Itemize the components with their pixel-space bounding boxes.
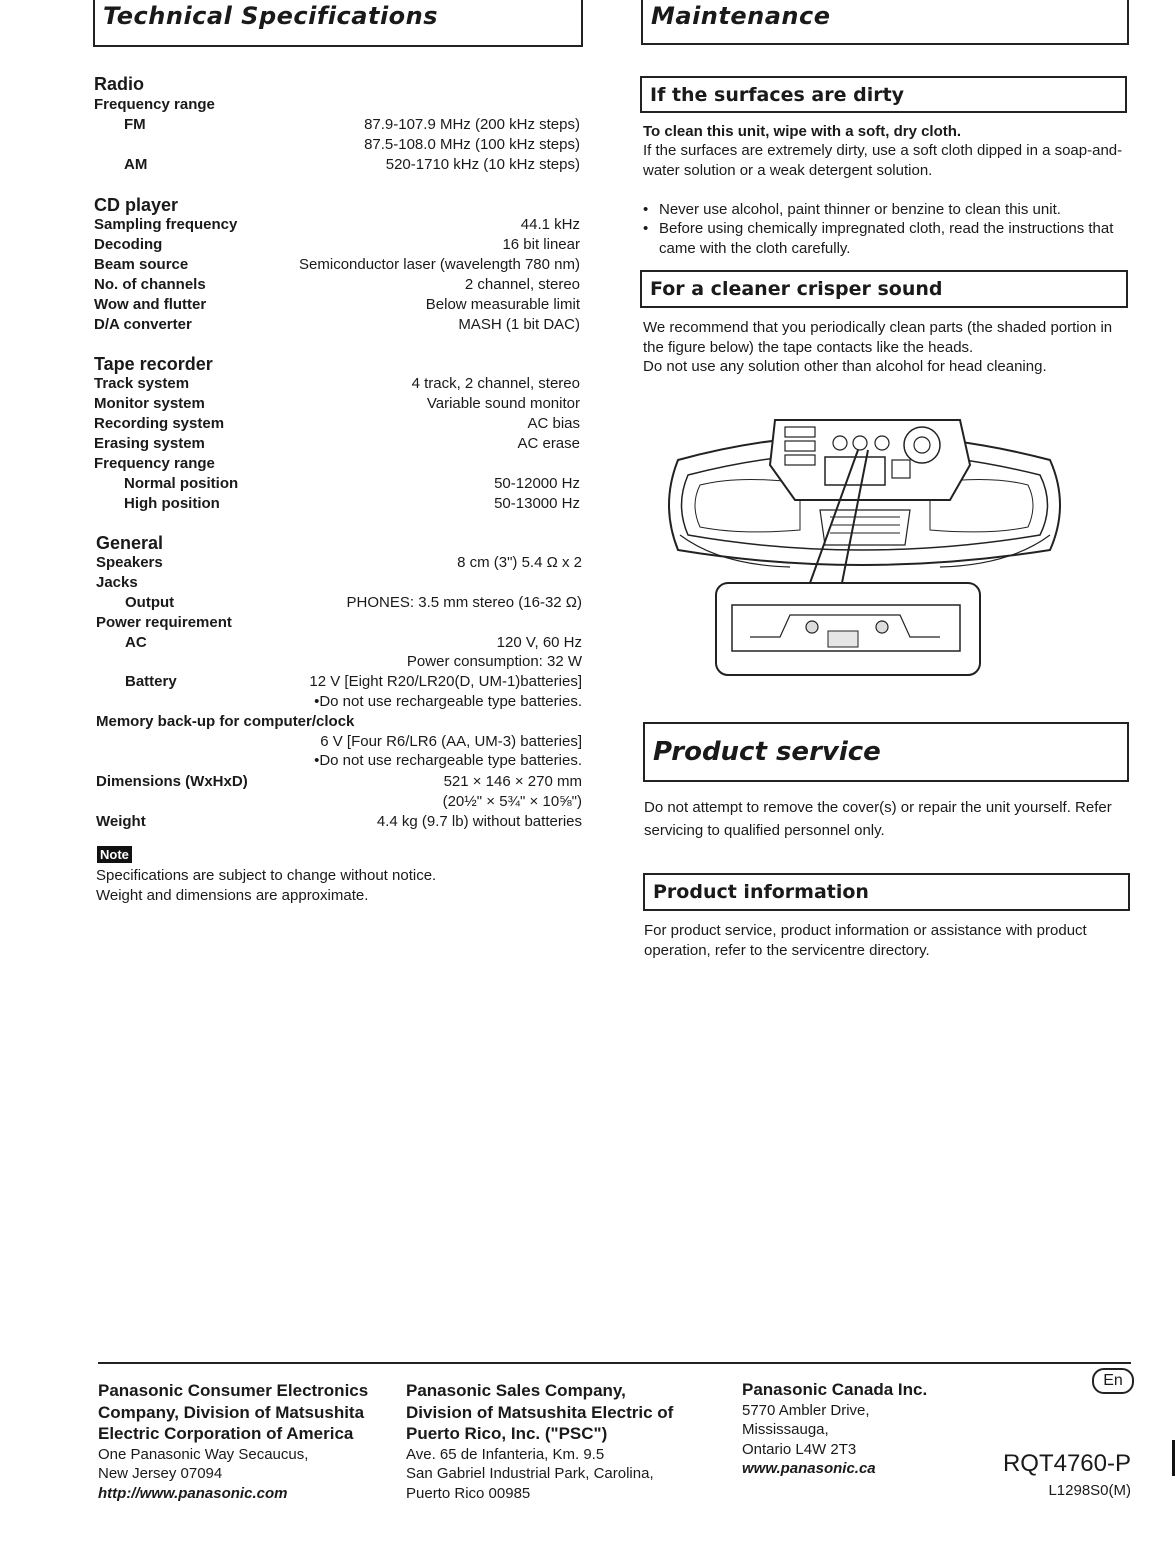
spec-label: Battery [125, 673, 177, 690]
spec-label: Wow and flutter [94, 296, 207, 313]
spec-value: 87.5-108.0 MHz (100 kHz steps) [364, 136, 580, 153]
footer-company-canada [742, 1379, 982, 1479]
footer-pr-addr1: Ave. 65 de Infanteria, Km. 9.5 [406, 1445, 605, 1463]
tech-specs-title-box [93, 0, 583, 47]
spec-value: 8 cm (3") 5.4 Ω x 2 [457, 554, 582, 571]
footer-pr-line3: Puerto Rico, Inc. ("PSC") [406, 1424, 608, 1443]
product-service-box [643, 722, 1129, 782]
tape-recorder-heading: Tape recorder [94, 354, 213, 374]
spec-value: (20½" × 5¾" × 10⅝") [442, 793, 582, 810]
tech-specs-title: Technical Specifications [103, 2, 439, 30]
spec-value: 4 track, 2 channel, stereo [411, 375, 580, 392]
spec-value: PHONES: 3.5 mm stereo (16-32 Ω) [346, 594, 582, 611]
product-service-title: Product service [653, 737, 881, 767]
spec-row [96, 732, 582, 752]
product-info-heading: Product information [653, 881, 869, 903]
spec-value: 4.4 kg (9.7 lb) without batteries [376, 813, 582, 830]
boombox-illustration [660, 405, 1070, 685]
spec-value: 12 V [Eight R20/LR20(D, UM-1)batteries] [309, 673, 582, 690]
spec-label: Track system [94, 375, 190, 392]
spec-value: MASH (1 bit DAC) [458, 316, 580, 333]
spec-row [94, 235, 580, 255]
spec-label: Frequency range [94, 96, 215, 113]
spec-label: Recording system [94, 415, 225, 432]
spec-value: 50-13000 Hz [494, 495, 580, 512]
footer-ca-addr1: 5770 Ambler Drive, [742, 1401, 870, 1419]
footer-ca-url[interactable]: www.panasonic.ca [742, 1460, 876, 1477]
product-info-text: For product service, product information or assistance with product operation, refer to the servicentre directory. [644, 922, 1087, 959]
spec-row [94, 394, 580, 414]
maintenance-title: Maintenance [651, 2, 831, 30]
product-service-text: Do not attempt to remove the cover(s) or repair the unit yourself. Refer servicing to qualified personnel only. [644, 799, 1112, 839]
spec-label: Weight [96, 813, 146, 830]
edge-mark [1172, 1440, 1175, 1476]
footer-usa-url[interactable]: http://www.panasonic.com [98, 1484, 288, 1502]
spec-row [96, 633, 582, 653]
spec-label: Memory back-up for computer/clock [96, 713, 355, 730]
spec-label: High position [124, 495, 220, 512]
spec-value: 6 V [Four R6/LR6 (AA, UM-3) batteries] [320, 733, 582, 750]
footer-pr-addr3: Puerto Rico 00985 [406, 1484, 531, 1502]
spec-row [94, 215, 580, 235]
spec-label: Decoding [94, 236, 163, 253]
maintenance-title-box [641, 0, 1129, 45]
spec-label: FM [124, 116, 146, 133]
spec-row [96, 573, 582, 593]
footer-ca-addr2: Mississauga, [742, 1421, 829, 1438]
spec-row [94, 295, 580, 315]
spec-row [94, 454, 580, 474]
footer-usa-addr2: New Jersey 07094 [98, 1465, 223, 1482]
spec-value: Semiconductor laser (wavelength 780 nm) [299, 256, 580, 273]
spec-value: Below measurable limit [425, 296, 580, 313]
spec-label: Frequency range [94, 455, 215, 472]
cleaner-heading-box [640, 270, 1128, 308]
spec-row [94, 474, 580, 494]
cleaner-heading: For a cleaner crisper sound [650, 278, 943, 300]
spec-label: Dimensions (WxHxD) [96, 773, 248, 790]
spec-value: •Do not use rechargeable type batteries. [314, 752, 582, 769]
spec-label: Beam source [94, 256, 189, 273]
cd-player-heading: CD player [94, 195, 179, 215]
spec-row [96, 672, 582, 692]
spec-label: AM [124, 156, 148, 173]
spec-row [94, 95, 580, 115]
footer-usa-line1: Panasonic Consumer Electronics [98, 1381, 369, 1400]
footer-usa-addr1: One Panasonic Way Secaucus, [98, 1445, 309, 1463]
spec-label: Jacks [96, 574, 138, 591]
spec-label: Normal position [124, 475, 239, 492]
footer-company-pr [406, 1380, 706, 1503]
cleaning-bullet-2: • Before using chemically impregnated cloth, read the instructions that came with the cloth carefully. [641, 219, 1127, 259]
spec-row [94, 255, 580, 275]
footer-ca-line1: Panasonic Canada Inc. [742, 1380, 928, 1399]
spec-row [96, 812, 582, 832]
spec-value: 50-12000 Hz [494, 475, 580, 492]
footer-pr-line1: Panasonic Sales Company, [406, 1381, 626, 1400]
footer-pr-addr2: San Gabriel Industrial Park, Carolina, [406, 1465, 654, 1482]
footer-usa-line3: Electric Corporation of America [98, 1424, 354, 1443]
spec-row [96, 772, 582, 792]
spec-value: AC bias [527, 415, 580, 432]
radio-heading: Radio [94, 74, 145, 94]
note-line-1: Specifications are subject to change without notice. [96, 867, 437, 884]
general-heading: General [96, 533, 164, 553]
spec-row [96, 593, 582, 613]
print-code: L1298S0(M) [1048, 1482, 1131, 1499]
spec-row [94, 414, 580, 434]
spec-value: Power consumption: 32 W [406, 653, 582, 670]
spec-row [94, 275, 580, 295]
spec-value: 521 × 146 × 270 mm [443, 773, 582, 790]
spec-label: Erasing system [94, 435, 205, 452]
cleaner-text-1: We recommend that you periodically clean parts (the shaded portion in the figure below) the tape contacts like the heads. [643, 319, 1113, 356]
spec-label: D/A converter [94, 316, 192, 333]
spec-value: 87.9-107.9 MHz (200 kHz steps) [364, 116, 580, 133]
spec-label: Output [125, 594, 175, 611]
model-code: RQT4760-P [1002, 1450, 1131, 1477]
spec-value: •Do not use rechargeable type batteries. [314, 693, 582, 710]
spec-value: 520-1710 kHz (10 kHz steps) [385, 156, 580, 173]
cleaning-bullet-1: • Never use alcohol, paint thinner or benzine to clean this unit. [641, 200, 1127, 220]
spec-row [94, 434, 580, 454]
spec-value: 2 channel, stereo [464, 276, 580, 293]
footer-pr-line2: Division of Matsushita Electric of [406, 1402, 674, 1422]
spec-value: AC erase [517, 435, 580, 452]
spec-value: 44.1 kHz [520, 216, 580, 233]
spec-row [96, 712, 582, 732]
spec-row [94, 494, 580, 514]
spec-row [96, 613, 582, 633]
dirty-heading-box [640, 76, 1127, 113]
spec-label: Power requirement [96, 614, 232, 631]
spec-row [94, 135, 580, 155]
dirty-heading: If the surfaces are dirty [650, 83, 905, 106]
spec-row [94, 115, 580, 135]
dirty-bold-text: To clean this unit, wipe with a soft, dry cloth. [643, 123, 962, 140]
dirty-text: If the surfaces are extremely dirty, use a soft cloth dipped in a soap-and-water solution or a weak detergent solution. [643, 142, 1123, 179]
spec-label: AC [125, 634, 147, 651]
language-badge: En [1092, 1368, 1134, 1394]
footer-ca-addr3: Ontario L4W 2T3 [742, 1440, 857, 1458]
spec-value: Variable sound monitor [426, 395, 580, 412]
spec-row [96, 652, 582, 672]
spec-row [96, 792, 582, 812]
spec-row [94, 155, 580, 175]
spec-label: Sampling frequency [94, 216, 238, 233]
footer-usa-line2: Company, Division of Matsushita [98, 1402, 365, 1422]
spec-label: Speakers [96, 554, 163, 571]
spec-row [96, 751, 582, 771]
product-info-box [643, 873, 1130, 911]
spec-row [94, 315, 580, 335]
note-line-2: Weight and dimensions are approximate. [96, 887, 369, 904]
spec-row [94, 374, 580, 394]
footer-divider [98, 1362, 1131, 1364]
spec-label: No. of channels [94, 276, 206, 293]
spec-row [96, 692, 582, 712]
note-badge: Note [97, 846, 132, 863]
spec-value: 120 V, 60 Hz [496, 634, 582, 651]
cleaner-text-2: Do not use any solution other than alcohol for head cleaning. [643, 358, 1047, 375]
spec-value: 16 bit linear [502, 236, 580, 253]
spec-label: Monitor system [94, 395, 205, 412]
footer-company-usa [98, 1380, 398, 1503]
spec-row [96, 553, 582, 573]
